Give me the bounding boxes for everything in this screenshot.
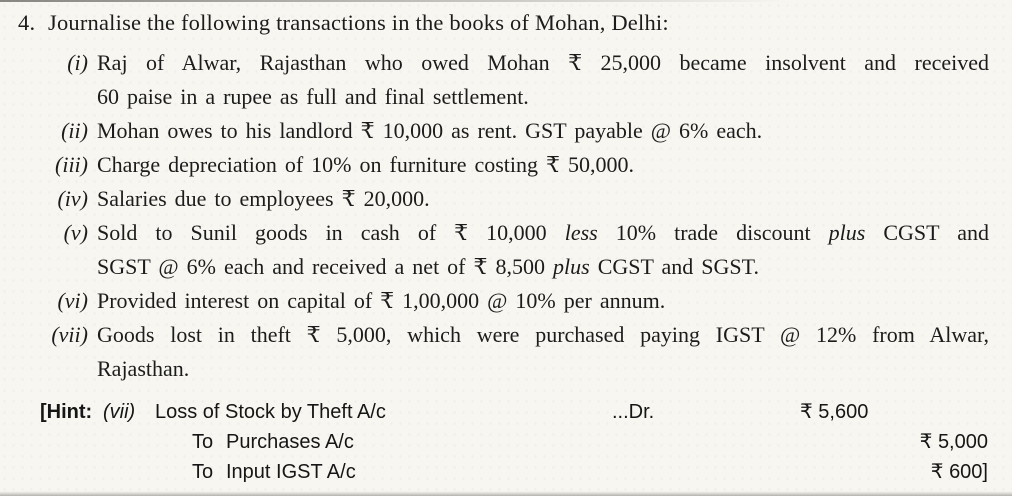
item-line: Charge depreciation of 10% on furniture costing ₹ 50,000. xyxy=(97,152,635,177)
item-marker: (v) xyxy=(63,220,88,245)
item-line: Sold to Sunil goods in cash of ₹ 10,000 less 10% trade discount plus CGST and xyxy=(97,220,989,245)
question-number: 4. xyxy=(18,10,36,35)
item-text xyxy=(97,182,989,216)
item-text xyxy=(97,148,989,182)
scan-artifact-bottom-shadow xyxy=(0,491,1012,496)
hint-account-name: Input IGST A/c xyxy=(226,461,356,483)
item-marker: (ii) xyxy=(61,118,88,143)
scan-artifact-top-line xyxy=(0,0,830,2)
item-marker: (vii) xyxy=(51,322,88,347)
hint-to-label: To xyxy=(192,461,214,483)
item-text xyxy=(97,318,989,386)
hint-debit-amount: ₹ 5,600 xyxy=(800,401,869,423)
question-heading xyxy=(0,0,1012,37)
item-marker: (vi) xyxy=(57,288,88,313)
hint-block xyxy=(0,397,1012,487)
item-line: 60 paise in a rupee as full and final settlement. xyxy=(97,84,529,109)
question-text: Journalise the following transactions in the books of Mohan, Delhi: xyxy=(48,10,669,35)
hint-to-label: To xyxy=(192,431,214,453)
item-text xyxy=(97,114,989,148)
item-line: Rajasthan. xyxy=(97,356,190,381)
hint-row xyxy=(0,427,1012,457)
hint-credit-amount: ₹ 600] xyxy=(930,461,988,483)
item-line: Provided interest on capital of ₹ 1,00,000 @ 10% per annum. xyxy=(97,288,666,313)
hint-dr-label: ...Dr. xyxy=(612,401,655,423)
hint-row xyxy=(0,457,1012,487)
list-item xyxy=(0,216,1012,284)
hint-row xyxy=(0,397,1012,427)
list-item xyxy=(0,284,1012,318)
item-line: SGST @ 6% each and received a net of ₹ 8,500 plus CGST and SGST. xyxy=(97,254,759,279)
item-line: Mohan owes to his landlord ₹ 10,000 as rent. GST payable @ 6% each. xyxy=(97,118,763,143)
item-marker: (iv) xyxy=(57,186,88,211)
hint-item-ref: (vii) xyxy=(103,401,136,423)
item-line: Raj of Alwar, Rajasthan who owed Mohan ₹ 25,000 became insolvent and received xyxy=(97,50,989,75)
item-marker: (iii) xyxy=(55,152,88,177)
item-text xyxy=(97,216,989,284)
item-text xyxy=(97,284,989,318)
item-text xyxy=(97,46,989,114)
list-item xyxy=(0,114,1012,148)
hint-label: [Hint: xyxy=(40,401,93,423)
list-item xyxy=(0,46,1012,114)
transaction-list xyxy=(0,46,1012,386)
item-line: Goods lost in theft ₹ 5,000, which were purchased paying IGST @ 12% from Alwar, xyxy=(97,322,989,347)
item-line: Salaries due to employees ₹ 20,000. xyxy=(97,186,430,211)
item-marker: (i) xyxy=(67,50,88,75)
hint-account-name: Loss of Stock by Theft A/c xyxy=(155,401,386,423)
list-item xyxy=(0,182,1012,216)
hint-credit-amount: ₹ 5,000 xyxy=(919,431,988,453)
hint-account-name: Purchases A/c xyxy=(226,431,354,453)
list-item xyxy=(0,148,1012,182)
list-item xyxy=(0,318,1012,386)
